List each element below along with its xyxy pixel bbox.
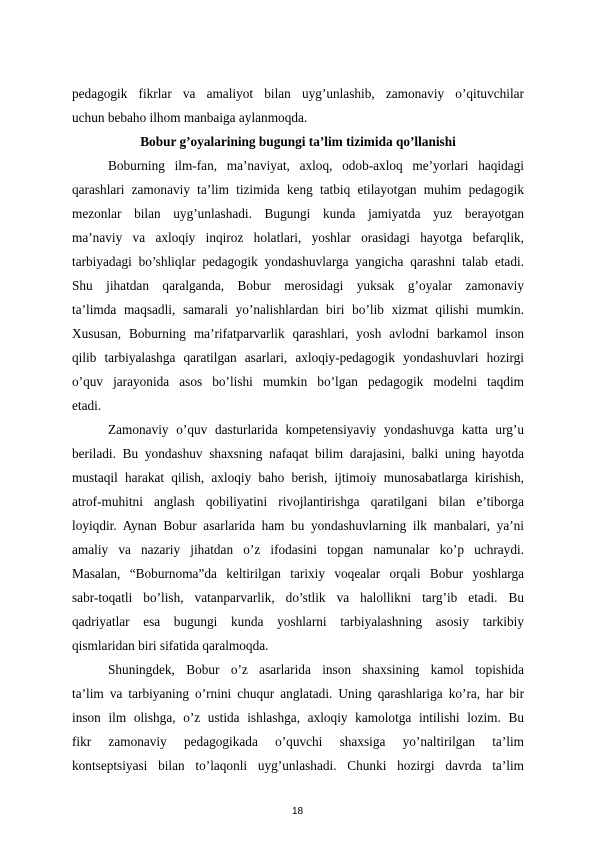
text-line: inson ilm olishga, o’z ustida ishlashga, axloqiy kamolotga intilishi lozim. Bu <box>72 710 524 725</box>
text-line: loyiqdir. Aynan Bobur asarlarida ham bu yondashuvlarning ilk manbalari, ya’ni <box>72 518 524 533</box>
paragraph-3 <box>72 658 524 778</box>
paragraph-2 <box>72 418 524 658</box>
text-line: amaliy va nazariy jihatdan o’z ifodasini topgan namunalar ko’p uchraydi. <box>72 542 524 557</box>
intro-paragraph <box>72 82 524 130</box>
text-line: atrof-muhitni anglash qobiliyatini rivojlantirishga qaratilgani bilan e’tiborga <box>72 494 524 509</box>
text-line: ma’naviy va axloqiy inqiroz holatlari, yoshlar orasidagi hayotga befarqlik, <box>72 230 524 245</box>
text-line: qilib tarbiyalashga qaratilgan asarlari, axloqiy-pedagogik yondashuvlari hozirgi <box>72 350 524 365</box>
text-line: pedagogik fikrlar va amaliyot bilan uyg’unlashib, zamonaviy o’qituvchilar <box>72 86 524 101</box>
text-line: qarashlari zamonaviy ta’lim tizimida keng tatbiq etilayotgan muhim pedagogik <box>72 182 524 197</box>
text-line: fikr zamonaviy pedagogikada o’quvchi shaxsiga yo’naltirilgan ta’lim <box>72 734 524 749</box>
text-line: beriladi. Bu yondashuv shaxsning nafaqat bilim darajasini, balki uning hayotda <box>72 446 524 461</box>
text-line: kontseptsiyasi bilan to’laqonli uyg’unlashadi. Chunki hozirgi davrda ta’lim <box>72 758 524 773</box>
text-line: o’quv jarayonida asos bo’lishi mumkin bo’lgan pedagogik modelni taqdim <box>72 374 524 389</box>
text-line: tarbiyadagi bo’shliqlar pedagogik yondashuvlarga yangicha qarashni talab etadi. <box>72 254 524 269</box>
paragraph-1 <box>72 154 524 418</box>
text-line: Xususan, Boburning ma’rifatparvarlik qarashlari, yosh avlodni barkamol inson <box>72 326 524 341</box>
page-number: 18 <box>291 806 304 817</box>
text-line: sabr-toqatli bo’lish, vatanparvarlik, do’stlik va halollikni targ’ib etadi. Bu <box>72 590 524 605</box>
text-line: mezonlar bilan uyg’unlashadi. Bugungi kunda jamiyatda yuz berayotgan <box>72 206 524 221</box>
text-line: qadriyatlar esa bugungi kunda yoshlarni tarbiyalashning asosiy tarkibiy <box>72 614 524 629</box>
text-line: qismlaridan biri sifatida qaralmoqda. <box>72 638 269 653</box>
text-line: Masalan, “Boburnoma”da keltirilgan tarixiy voqealar orqali Bobur yoshlarga <box>72 566 524 581</box>
text-line: Boburning ilm-fan, ma’naviyat, axloq, odob-axloq me’yorlari haqidagi <box>108 158 524 173</box>
section-heading: Bobur g’oyalarining bugungi ta’lim tizimida qo’llanishi <box>140 134 456 149</box>
document-page <box>72 82 524 778</box>
text-line: ta’lim va tarbiyaning o’rnini chuqur anglatadi. Uning qarashlariga ko’ra, har bir <box>72 686 524 701</box>
text-line: etadi. <box>72 398 102 413</box>
text-line: uchun bebaho ilhom manbaiga aylanmoqda. <box>72 110 308 125</box>
text-line: Zamonaviy o’quv dasturlarida kompetensiyaviy yondashuvga katta urg’u <box>108 422 524 437</box>
text-line: mustaqil harakat qilish, axloqiy baho berish, ijtimoiy munosabatlarga kirishish, <box>72 470 524 485</box>
text-line: Shuningdek, Bobur o’z asarlarida inson shaxsining kamol topishida <box>108 662 524 677</box>
text-line: ta’limda maqsadli, samarali yo’nalishlardan biri bo’lib xizmat qilishi mumkin. <box>72 302 524 317</box>
text-line: Shu jihatdan qaralganda, Bobur merosidagi yuksak g’oyalar zamonaviy <box>72 278 524 293</box>
